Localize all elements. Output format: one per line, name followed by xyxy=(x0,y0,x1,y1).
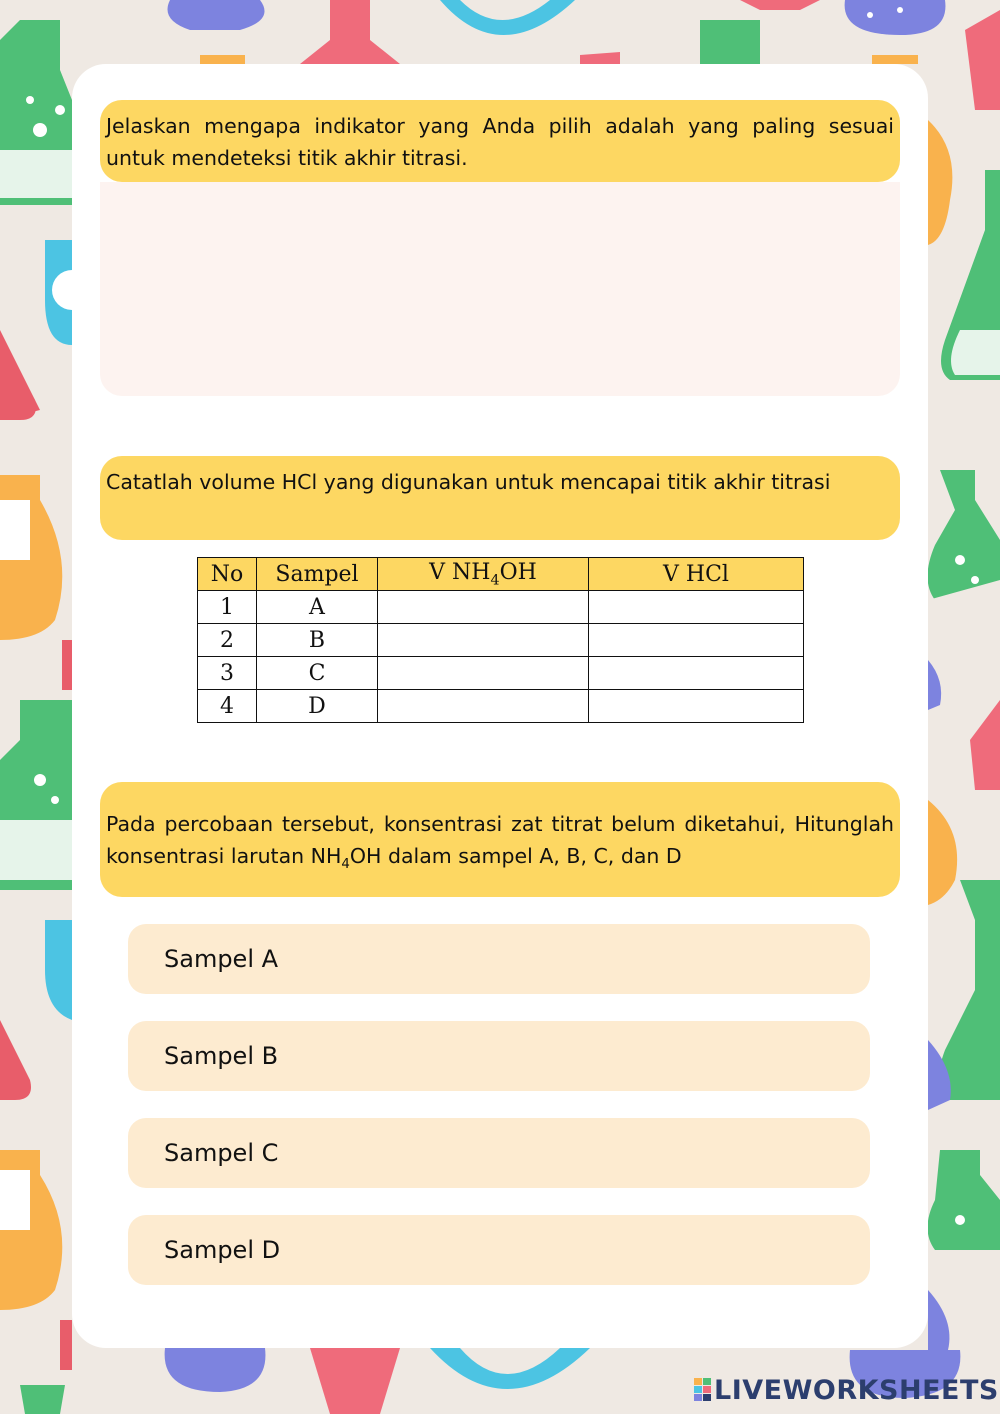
cell-no: 1 xyxy=(198,591,257,624)
liveworksheets-logo-icon xyxy=(694,1378,712,1402)
cell-no: 3 xyxy=(198,657,257,690)
cell-v-hcl-input[interactable] xyxy=(589,591,804,624)
cell-no: 2 xyxy=(198,624,257,657)
sample-b-answer-field[interactable] xyxy=(128,1021,870,1091)
header-v-nh4oh xyxy=(378,558,589,591)
header-sampel: Sampel xyxy=(257,558,378,591)
sample-a-answer-field[interactable] xyxy=(128,924,870,994)
titration-table-wrapper xyxy=(197,557,804,723)
question-3-text-part1: Pada percobaan tersebut, konsentrasi zat titrat belum diketahui, Hitunglah konsentrasi larutan NH xyxy=(106,812,894,868)
cell-v-nh4oh-input[interactable] xyxy=(378,657,589,690)
table-row xyxy=(198,657,804,690)
sample-d-answer-field[interactable] xyxy=(128,1215,870,1285)
table-header-row xyxy=(198,558,804,591)
header-no: No xyxy=(198,558,257,591)
question-3-text-part2: OH dalam sampel A, B, C, dan D xyxy=(349,844,682,868)
cell-sampel: D xyxy=(257,690,378,723)
orange-flask-right-icon xyxy=(928,120,952,245)
table-row xyxy=(198,624,804,657)
cell-v-nh4oh-input[interactable] xyxy=(378,690,589,723)
table-row xyxy=(198,591,804,624)
liveworksheets-wordmark: LIVEWORKSHEETS xyxy=(714,1374,999,1406)
green-flask-bottom-left-icon xyxy=(20,1385,65,1414)
orange-flask-left-icon xyxy=(0,475,62,640)
cell-v-hcl-input[interactable] xyxy=(589,624,804,657)
sample-c-answer-field[interactable] xyxy=(128,1118,870,1188)
liveworksheets-brand[interactable] xyxy=(694,1374,999,1406)
question-2-banner xyxy=(100,456,900,540)
cell-sampel: B xyxy=(257,624,378,657)
header-v-nh4oh-prefix: V NH xyxy=(429,559,491,585)
pink-flask-left2-icon xyxy=(62,640,72,690)
green-flask-left2-icon xyxy=(0,700,72,890)
sample-a-label: Sampel A xyxy=(164,945,279,973)
cell-sampel: C xyxy=(257,657,378,690)
cell-v-hcl-input[interactable] xyxy=(589,690,804,723)
purple-flask-bottom-icon xyxy=(165,1348,266,1392)
pink-flask-left-icon xyxy=(0,340,36,420)
table-row xyxy=(198,690,804,723)
question-3-subscript: 4 xyxy=(341,857,350,873)
orange-flask-left2-icon xyxy=(0,1150,62,1310)
sample-c-label: Sampel C xyxy=(164,1139,279,1167)
purple-flask-icon xyxy=(168,0,265,30)
cell-v-nh4oh-input[interactable] xyxy=(378,591,589,624)
pink-flask-left3-icon xyxy=(0,1020,31,1100)
sample-b-label: Sampel B xyxy=(164,1042,279,1070)
blue-flask-left2-icon xyxy=(45,920,72,1020)
blue-ring-bottom-icon xyxy=(430,1348,590,1389)
question-2-text: Catatlah volume HCl yang digunakan untuk mencapai titik akhir titrasi xyxy=(106,470,831,494)
cell-sampel: A xyxy=(257,591,378,624)
pink-flask-left4-icon xyxy=(60,1320,72,1370)
question-1-text: Jelaskan mengapa indikator yang Anda pilih adalah yang paling sesuai untuk mendeteksi titik akhir titrasi. xyxy=(106,114,894,170)
header-v-hcl: V HCl xyxy=(589,558,804,591)
header-v-nh4oh-suffix: OH xyxy=(499,559,537,585)
blue-ring-icon xyxy=(440,0,575,35)
header-v-nh4oh-sub: 4 xyxy=(490,572,500,589)
cell-v-hcl-input[interactable] xyxy=(589,657,804,690)
question-1-answer-box[interactable] xyxy=(100,182,900,396)
question-1-banner xyxy=(100,100,900,182)
cell-no: 4 xyxy=(198,690,257,723)
sample-d-label: Sampel D xyxy=(164,1236,281,1264)
purple-flask-top-right-icon xyxy=(845,0,946,35)
titration-table xyxy=(197,557,804,723)
pink-flask-bottom-icon xyxy=(310,1348,400,1414)
question-3-banner xyxy=(100,782,900,897)
green-flask-right-icon xyxy=(941,170,1000,380)
orange-flask-top-icon xyxy=(200,20,918,64)
cell-v-nh4oh-input[interactable] xyxy=(378,624,589,657)
